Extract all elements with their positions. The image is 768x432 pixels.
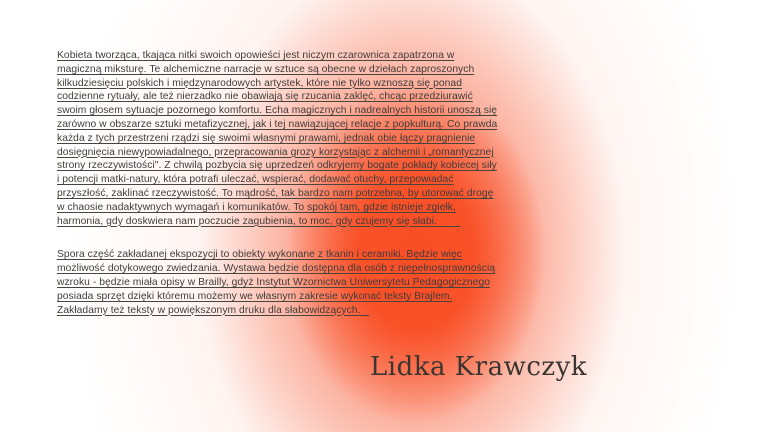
- text-line: strony rzeczywistości". Z chwilą pozbycia się uprzedzeń odkryjemy bogate pokłady kobiecej siły: [57, 160, 497, 172]
- paragraph-1: [57, 49, 537, 228]
- text-line: harmonia, gdy doskwiera nam poczucie zagubienia, to moc, gdy czujemy się słabi.: [57, 215, 461, 227]
- text-line: w chaosie nadaktywnych wymagań i komunikatów. To spokój tam, gdzie istnieje zgiełk,: [57, 201, 456, 213]
- text-line: Spora część zakładanej ekspozycji to obiekty wykonane z tkanin i ceramiki. Będzie więc: [57, 249, 462, 261]
- text-line: magiczną miksturę. Te alchemiczne narracje w sztuce są obecne w dziełach zaproszonych: [57, 63, 475, 75]
- text-line: zarówno w obszarze sztuki metafizycznej, jak i tej nawiązującej relacje z popkulturą. Co prawda: [57, 118, 498, 130]
- text-line: i potencji matki-natury, która potrafi uleczać, wspierać, dodawać otuchy, przepowiadać: [57, 174, 454, 186]
- text-line: codzienne rytuały, ale też nierzadko nie obawiają się rzucania zaklęć, chcąc przedziurawić: [57, 91, 473, 103]
- text-line: Kobieta tworząca, tkająca nitki swoich opowieści jest niczym czarownica zapatrzona w: [57, 50, 455, 61]
- signature: Lidka Krawczyk: [370, 352, 588, 382]
- text-line: dosięgnięcia niewypowiadalnego, przepracowania grozy korzystając z alchemii i „romantycznej: [57, 146, 494, 158]
- text-line: każda z tych przestrzeni rządzi się swoimi własnymi prawami, jednak obie łączy pragnienie: [57, 132, 476, 144]
- body-text: [57, 49, 537, 317]
- text-line: posiada sprzęt dzięki któremu możemy we własnym zakresie wykonać teksty Brajlem.: [57, 290, 453, 302]
- text-line: przyszłość, zaklinać rzeczywistość. To mądrość, tak bardzo nam potrzebna, by utorować drogę: [57, 187, 494, 199]
- paragraph-2: [57, 248, 537, 317]
- text-line: kilkudziesięciu polskich i międzynarodowych artystek, które nie tylko wznoszą się ponad: [57, 77, 462, 89]
- text-line: wzroku - będzie miała opisy w Brailly, gdyż Instytut Wzornictwa Uniwersytetu Pedagogicznego: [57, 276, 491, 288]
- text-line: Zakładamy też teksty w powiększonym druku dla słabowidzących.: [57, 304, 370, 316]
- text-line: możliwość dotykowego zwiedzania. Wystawa będzie dostępna dla osób z niepełnosprawnością: [57, 263, 496, 275]
- text-line: swoim głosem sytuacje pozornego komfortu. Echa magicznych i nadrealnych historii unoszą się: [57, 105, 498, 117]
